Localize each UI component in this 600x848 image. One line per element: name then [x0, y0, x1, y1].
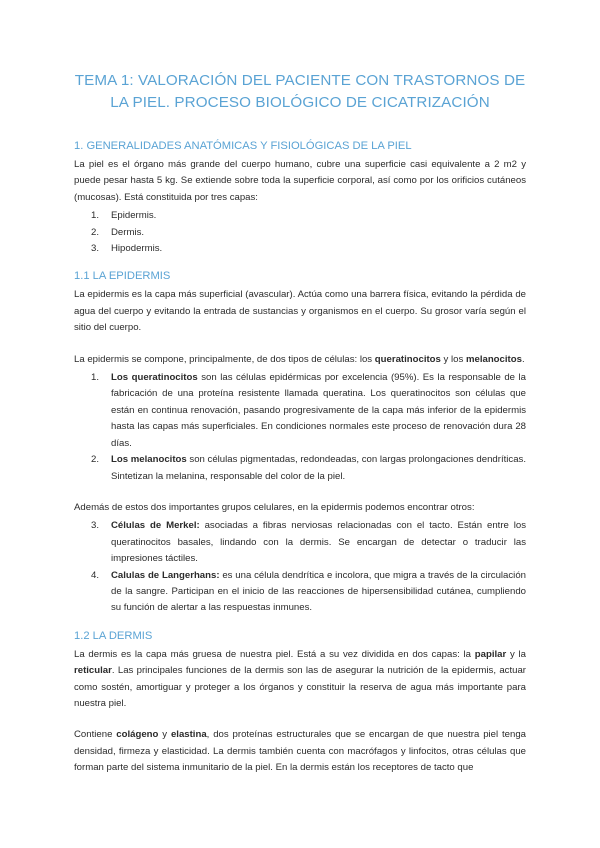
list-item: 2. Dermis.	[91, 226, 145, 238]
paragraph-dermis: La dermis es la capa más gruesa de nuestra piel. Está a su vez dividida en dos capas: la papilar y la reticular. Las principales funciones de la dermis son las de asegurar la nutrición de la epidermis, actuar como sostén, amortiguar y proteger a los órganos y constituir la reserva de agua más importante para nuestra piel.	[74, 648, 526, 709]
paragraph-other-cells: Además de estos dos importantes grupos celulares, en la epidermis podemos encontrar otros:	[74, 501, 475, 513]
section-heading-epidermis: 1.1 LA EPIDERMIS	[74, 270, 171, 283]
list-item: 2. Los melanocitos son células pigmentadas, redondeadas, con largas prolongaciones dendríticas. Sintetizan la melanina, responsable del color de la piel.	[91, 454, 526, 482]
section-heading-dermis: 1.2 LA DERMIS	[74, 629, 153, 642]
list-item: 1. Epidermis.	[91, 210, 157, 222]
document-title: TEMA 1: VALORACIÓN DEL PACIENTE CON TRASTORNOS DE LA PIEL. PROCESO BIOLÓGICO DE CICATRIZACIÓN	[74, 72, 526, 111]
list-item: 4. Calulas de Langerhans: es una célula dendrítica e incolora, que migra a través de la circulación de la sangre. Participan en el inicio de las reacciones de hipersensibilidad cutánea, cumpliendo su función de alertar a las respuestas inmunes.	[91, 569, 526, 614]
skin-layers-list	[74, 208, 526, 257]
paragraph-dermis-proteins: Contiene colágeno y elastina, dos proteínas estructurales que se encargan de que nuestra piel tenga densidad, firmeza y elasticidad. La dermis también cuenta con macrófagos y linfocitos, otras células que forman parte del sistema inmunitario de la piel. En la dermis están los receptores de tacto que	[74, 729, 526, 774]
section-heading-generalidades: 1. GENERALIDADES ANATÓMICAS Y FISIOLÓGICAS DE LA PIEL	[74, 140, 412, 152]
epidermis-cells-list	[74, 370, 526, 485]
list-item: 1. Los queratinocitos son las células epidérmicas por excelencia (95%). Es la responsable de la fabricación de una proteína resistente llamada queratina. Los queratinocitos son células que están en continua renovación, pasando progresivamente de la capa más inferior de la epidermis hasta las capas más superficiales. En condiciones normales este proceso de renovación dura 28 días.	[91, 372, 527, 449]
paragraph-epidermis-cells: La epidermis se compone, principalmente, de dos tipos de células: los queratinocitos y los melanocitos.	[74, 353, 525, 365]
paragraph-intro: La piel es el órgano más grande del cuerpo humano, cubre una superficie casi equivalente a 2 m2 y puede pesar hasta 5 kg. Se extiende sobre toda la superficie corporal, así como por los orificios cutáneos (mucosas). Está constituida por tres capas:	[74, 159, 526, 203]
other-cells-list	[74, 518, 526, 616]
list-item: 3. Células de Merkel: asociadas a fibras nerviosas relacionadas con el tacto. Están entre los queratinocitos basales, lindando con la dermis. Se encargan de detectar o traducir las impresiones táctiles.	[91, 520, 526, 565]
list-item: 3. Hipodermis.	[91, 243, 163, 255]
paragraph-epidermis: La epidermis es la capa más superficial (avascular). Actúa como una barrera física, evitando la pérdida de agua del cuerpo y evitando la entrada de sustancias y organismos en el cuerpo. Su grosor varía según el sitio del cuerpo.	[74, 289, 526, 334]
